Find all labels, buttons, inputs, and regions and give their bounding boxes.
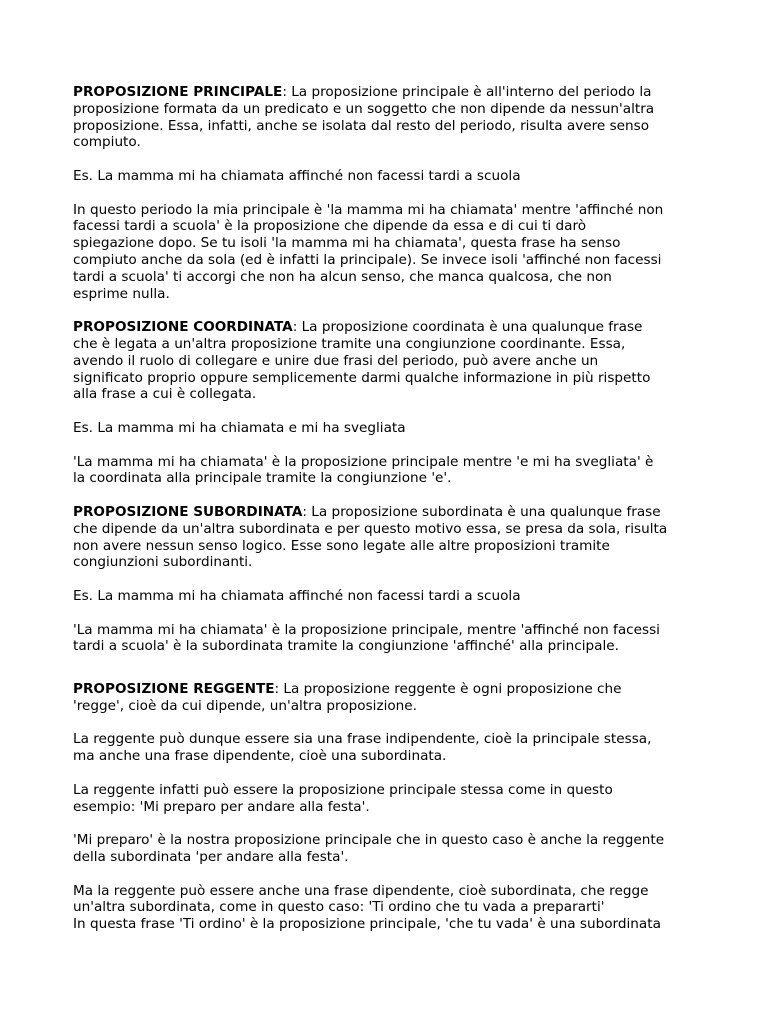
coordinata-explanation: 'La mamma mi ha chiamata' è la proposizione principale mentre 'e mi ha svegliata' è la coordinata alla principale tramite la congiunzione 'e'. xyxy=(73,453,654,487)
principale-explanation: In questo periodo la mia principale è 'la mamma mi ha chiamata' mentre 'affinché non facessi tardi a scuola' è la proposizione che dipende da essa e di cui ti darò spiegazione dopo. Se tu isoli 'la mamma mi ha chiamata', questa frase ha senso compiuto anche da sola (ed è infatti la principale). Se invece isoli 'affinché non facessi tardi a scuola' ti accorgi che non ha alcun senso, che manca qualcosa, che non esprime nulla. xyxy=(73,201,664,302)
reggente-paragraph: Ma la reggente può essere anche una frase dipendente, cioè subordinata, che regge un'altra subordinata, come in questo caso: 'Ti ordino che tu vada a prepararti' In questa frase 'Ti ordino' è la proposizione principale, 'che tu vada' è una subordinata xyxy=(73,882,661,933)
coordinata-definition xyxy=(73,319,703,403)
document-body xyxy=(73,84,703,933)
coordinata-example: Es. La mamma mi ha chiamata e mi ha svegliata xyxy=(73,419,406,436)
subordinata-term: PROPOSIZIONE SUBORDINATA xyxy=(73,503,303,520)
principale-definition xyxy=(73,84,703,151)
reggente-paragraph: 'Mi preparo' è la nostra proposizione principale che in questo caso è anche la reggente della subordinata 'per andare alla festa'. xyxy=(73,832,665,866)
reggente-definition xyxy=(73,681,703,715)
subordinata-definition-text: : La proposizione subordinata è una qualunque frase che dipende da un'altra subordinata e per questo motivo essa, se presa da sola, risulta non avere nessun senso logico. Esse sono legate alle altre proposizioni tramite congiunzioni subordinanti. xyxy=(73,503,668,571)
coordinata-term: PROPOSIZIONE COORDINATA xyxy=(73,319,293,336)
principale-example: Es. La mamma mi ha chiamata affinché non facessi tardi a scuola xyxy=(73,167,521,184)
subordinata-definition xyxy=(73,504,703,571)
subordinata-explanation: 'La mamma mi ha chiamata' è la proposizione principale, mentre 'affinché non facessi tardi a scuola' è la subordinata tramite la congiunzione 'affinché' alla principale. xyxy=(73,621,660,655)
coordinata-definition-text: : La proposizione coordinata è una qualunque frase che è legata a un'altra proposizione tramite una congiunzione coordinante. Essa, avendo il ruolo di collegare e unire due frasi del periodo, può avere anche un significato proprio oppure semplicemente darmi qualche informazione in più rispetto alla frase a cui è collegata. xyxy=(73,319,651,403)
reggente-paragraph: La reggente infatti può essere la proposizione principale stessa come in questo esempio: 'Mi preparo per andare alla festa'. xyxy=(73,781,613,815)
reggente-term: PROPOSIZIONE REGGENTE xyxy=(73,681,275,698)
subordinata-example: Es. La mamma mi ha chiamata affinché non facessi tardi a scuola xyxy=(73,587,521,604)
principale-term: PROPOSIZIONE PRINCIPALE xyxy=(73,84,283,100)
reggente-paragraph: La reggente può dunque essere sia una frase indipendente, cioè la principale stessa, ma anche una frase dipendente, cioè una subordinata. xyxy=(73,731,652,765)
principale-definition-text: : La proposizione principale è all'interno del periodo la proposizione formata da un predicato e un soggetto che non dipende da nessun'altra proposizione. Essa, infatti, anche se isolata dal resto del periodo, risulta avere senso compiuto. xyxy=(73,84,655,151)
reggente-definition-text: : La proposizione reggente è ogni proposizione che 'regge', cioè da cui dipende, un'altra proposizione. xyxy=(73,681,622,714)
